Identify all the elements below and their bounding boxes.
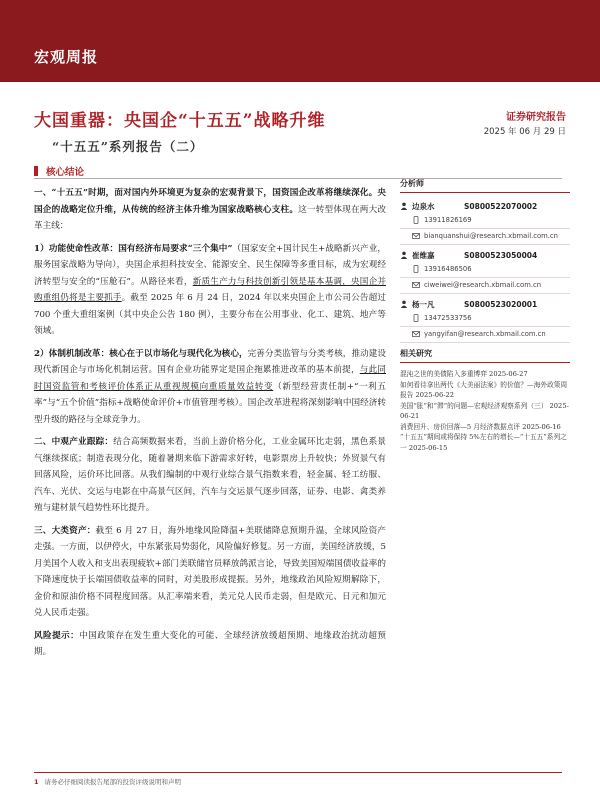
analyst-phone [400, 262, 570, 278]
related-item[interactable]: 消费回升、房价回落—5 月经济数据点评 2025-06-16 [400, 422, 561, 431]
p5-text: 截至 6 月 27 日，海外地缘风险降温+美联储降息预期升温，全球风险资产走强。一方面，以伊停火，中东紧张局势弱化，风险偏好修复。另一方面，美国经济放缓，5 月美国个人收入和支出表现疲软+部门美联储官员释放鸽派言论，导致美国短端国债收益率的下降速度快于长端国债收益率的同时，对美股形成提振。另外，地缘政治风险短期解除下，金价和原油价格不同程度回落。从汇率端来看，美元兑人民币走弱，但是欧元、日元和加元兑人民币走强。 [34, 525, 386, 618]
p2-text-b: 。截至 2025 年 6 月 24 日，2024 年以来央国企上市公司公告超过 700 个重大重组案例（其中央企公告 180 例），主要分布在公用事业、化工、建筑、地产等领域。 [34, 293, 386, 336]
analyst-row [400, 248, 570, 262]
analyst-id: S0800522070002 [464, 201, 538, 211]
related-item[interactable]: 如何看待拿出两代《大美丽法案》的价值？—海外政策周报告 2025-06-22 [400, 380, 568, 399]
analyst-email[interactable] [400, 327, 570, 343]
paragraph-4 [34, 434, 386, 517]
p3-text-a: 完善分类监管与分类考核，推动建设现代新国企与市场化机制运营。国有企业功能界定是国企拖累推进改革的基本前提， [34, 348, 386, 375]
person-icon [400, 251, 408, 259]
p3-underline: 与此同时国资监管和考核评价体系正从重视规模向重质量效益转变 [34, 365, 386, 392]
paragraph-3 [34, 346, 386, 429]
core-section-header [34, 163, 562, 179]
paragraph-1 [34, 185, 386, 235]
p2-bold: 1）功能使命性改革：国有经济布局要求“三个集中” [34, 243, 233, 254]
page-number: 1 [34, 778, 39, 786]
core-conclusions [34, 185, 386, 667]
analyst-card [400, 199, 570, 245]
phone-text: 13472533756 [424, 314, 472, 322]
p4-text: 结合高频数据来看，当前上游价格分化，工业金属环比走弱，黑色系景气继续探底；制造表现分化，随着暑期来临下游需求好转，电影票房上升较快；外贸景气有回落风险，运价环比回落。从我们编制的中观行业综合景气指数来看，轻金属、轻工纺服、汽车、光伏、交运与电影在中高景气区间，汽车与交运景气逐步回落，证券、电影、禽类养殖与建材景气趋势性环比提升。 [34, 437, 386, 513]
email-text: yangyifan@research.xbmail.com.cn [424, 330, 546, 338]
p3-text-b: （新型经营责任制+“一利五率”与“五个价值”指标+战略使命评价+市值管理考核）。国企改革进程将深刻影响中国经济转型升级的路径与全球竞争力。 [34, 381, 386, 425]
p4-bold: 二、中观产业跟踪： [34, 437, 114, 447]
core-section-label: 核心结论 [46, 167, 85, 178]
mail-icon [412, 232, 420, 240]
analyst-heading: 分析师 [400, 178, 570, 193]
p2-underline: 新质生产力与科技创新引领是基本基调，央国企并购重组仍将是主要抓手 [34, 276, 386, 303]
phone-icon [412, 216, 420, 224]
report-date: 2025 年 06 月 29 日 [483, 127, 566, 137]
report-title: 大国重器：央国企“十五五”战略升维 [34, 111, 326, 131]
phone-icon [412, 314, 420, 322]
related-item[interactable]: “十五五”期间或将保持 5%左右的增长—“十五五”系列之一 2025-06-15 [400, 433, 567, 452]
phone-icon [412, 265, 420, 273]
analyst-name: 崔维嘉 [412, 250, 435, 260]
email-text: ciweiwei@research.xbmail.com.cn [424, 281, 542, 289]
phone-text: 13911826169 [424, 216, 472, 224]
series-title: “十五五”系列报告（二） [52, 139, 204, 154]
p3-bold: 2）体制机制改革：核心在于以市场化与现代化为核心， [34, 348, 248, 359]
mail-icon [412, 330, 420, 338]
analyst-phone [400, 213, 570, 229]
page-footer [34, 772, 562, 786]
risk-bold: 风险提示： [34, 630, 80, 641]
paragraph-2 [34, 241, 386, 340]
p2-text-a: （国家安全+国计民生+战略新兴产业，服务国家战略为导向），央国企承担科技安全、能源安全、民生保障等多重目标，成为宏观经济转型与安全的“压舱石”。从路径来看， [34, 243, 387, 287]
analyst-row [400, 297, 570, 311]
banner-title: 宏观周报 [34, 48, 99, 66]
paragraph-5 [34, 523, 386, 622]
analyst-id: S0800523050004 [464, 250, 538, 260]
risk-text: 中国政策存在发生重大变化的可能、全球经济放缓超预期、地缘政治扰动超预期。 [34, 630, 386, 657]
analyst-panel [400, 178, 570, 346]
p1-text: 这一转型体现在两大改革主线： [34, 204, 386, 231]
analyst-card [400, 248, 570, 294]
person-icon [400, 300, 408, 308]
analyst-name: 杨一凡 [412, 299, 435, 309]
p1-bold: 一、“十五五”时期，面对国内外环境更为复杂的宏观背景下，国资国企改革将继续深化。央国企的战略定位升维，从传统的经济主体升维为国家战略核心支柱。 [34, 188, 386, 215]
related-research [400, 348, 570, 453]
analyst-phone [400, 311, 570, 327]
email-text: bianquanshui@research.xbmail.com.cn [424, 232, 558, 240]
header-banner [0, 0, 600, 82]
analyst-email[interactable] [400, 229, 570, 245]
analyst-name: 边泉水 [412, 201, 435, 211]
mail-icon [412, 281, 420, 289]
analyst-card [400, 297, 570, 343]
related-heading: 相关研究 [400, 348, 570, 363]
section-marker [34, 166, 38, 176]
person-icon [400, 202, 408, 210]
analyst-row [400, 199, 570, 213]
related-item[interactable]: 混沌之世的美债陷入多重博弈 2025-06-27 [400, 370, 528, 378]
phone-text: 13916486506 [424, 265, 472, 273]
related-item[interactable]: 美国“胀”和“滞”的问题—宏观经济观察系列（三） 2025-06-21 [400, 401, 569, 420]
analyst-id: S0800523020001 [464, 299, 538, 309]
risk-warning [34, 628, 386, 661]
p5-bold: 三、大类资产： [34, 525, 96, 536]
disclaimer-note: 请务必仔细阅读报告尾部的投资评级说明和声明 [44, 778, 182, 786]
report-type: 证券研究报告 [506, 112, 566, 123]
analyst-email[interactable] [400, 278, 570, 294]
